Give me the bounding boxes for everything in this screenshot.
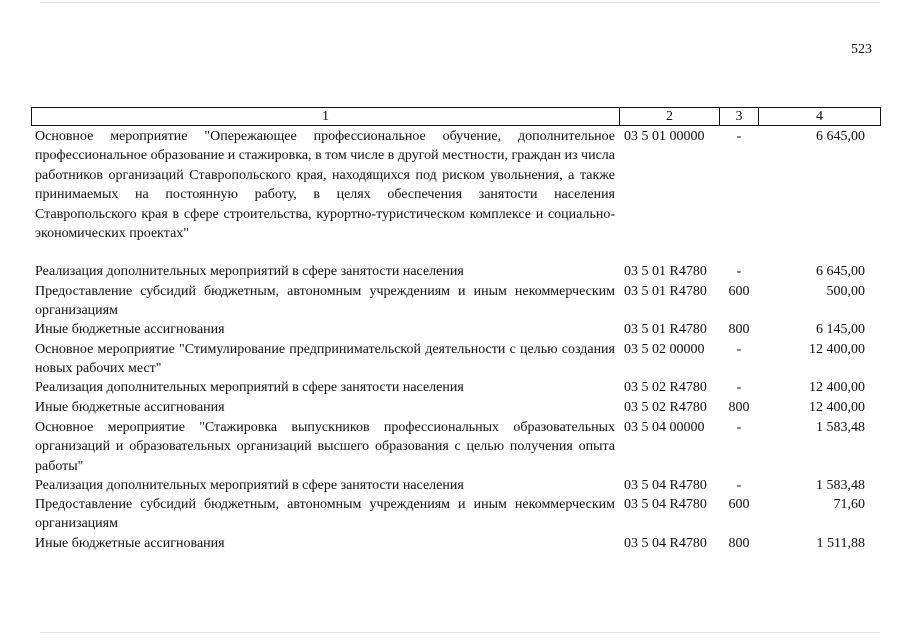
page-number: 523 [851, 42, 872, 57]
row-amount: 6 645,00 [816, 264, 865, 279]
row-amount: 6 145,00 [816, 322, 865, 337]
row-name: Реализация дополнительных мероприятий в сфере занятости населения [35, 478, 464, 493]
row-type: - [736, 478, 742, 493]
row-amount: 1 583,48 [816, 420, 865, 435]
row-type: 600 [728, 497, 750, 512]
row-name: Предоставление субсидий бюджетным, автономным учреждениям и иным некоммерческим организациям [35, 284, 615, 319]
row-code: 03 5 04 R4780 [624, 497, 707, 512]
row-code: 03 5 02 R4780 [624, 400, 707, 415]
row-amount: 500,00 [826, 284, 865, 299]
row-amount: 12 400,00 [809, 400, 865, 415]
column-header-3: 3 [720, 108, 759, 126]
column-header-row [32, 108, 881, 126]
row-type: - [736, 129, 742, 144]
row-code: 03 5 02 00000 [624, 342, 705, 357]
row-code: 03 5 04 R4780 [624, 536, 707, 551]
row-type: 800 [728, 322, 750, 337]
column-header-2: 2 [620, 108, 720, 126]
column-header-table [31, 107, 881, 126]
row-type: 800 [728, 400, 750, 415]
row-code: 03 5 02 R4780 [624, 380, 707, 395]
row-code: 03 5 01 R4780 [624, 264, 707, 279]
row-name: Основное мероприятие "Стажировка выпускников профессиональных образовательных организаций и образовательных организаций высшего образования с целью получения опыта работы" [35, 420, 615, 474]
row-type: - [736, 380, 742, 395]
scan-artifact-bottom [40, 632, 880, 633]
row-name: Иные бюджетные ассигнования [35, 536, 225, 551]
row-code: 03 5 01 R4780 [624, 284, 707, 299]
row-code: 03 5 01 00000 [624, 129, 705, 144]
column-header-1: 1 [32, 108, 620, 126]
row-type: 800 [728, 536, 750, 551]
row-name: Иные бюджетные ассигнования [35, 322, 225, 337]
row-amount: 6 645,00 [816, 129, 865, 144]
scan-artifact-top [40, 2, 880, 3]
row-type: - [736, 264, 742, 279]
row-type: 600 [728, 284, 750, 299]
row-amount: 71,60 [833, 497, 865, 512]
row-amount: 12 400,00 [809, 342, 865, 357]
row-code: 03 5 04 R4780 [624, 478, 707, 493]
row-type: - [736, 342, 742, 357]
row-name: Иные бюджетные ассигнования [35, 400, 225, 415]
row-name: Основное мероприятие "Стимулирование предпринимательской деятельности с целью создания новых рабочих мест" [35, 342, 615, 377]
row-name: Реализация дополнительных мероприятий в сфере занятости населения [35, 380, 464, 395]
row-type: - [736, 420, 742, 435]
row-name: Реализация дополнительных мероприятий в сфере занятости населения [35, 264, 464, 279]
row-name: Предоставление субсидий бюджетным, автономным учреждениям и иным некоммерческим организациям [35, 497, 615, 532]
row-amount: 1 511,88 [816, 536, 865, 551]
row-amount: 12 400,00 [809, 380, 865, 395]
column-header-4: 4 [759, 108, 881, 126]
row-amount: 1 583,48 [816, 478, 865, 493]
row-name: Основное мероприятие "Опережающее профессиональное обучение, дополнительное профессиональное образование и стажировка, в том числе в другой местности, граждан из числа работников организаций Ставропольского края, находящихся под риском увольнения, а также принимаемых на постоянную работу, в целях обеспечения занятости населения Ставропольского края в сфере строительства, курортно-туристическом комплексе и социально-экономических проектах" [35, 129, 615, 242]
row-code: 03 5 01 R4780 [624, 322, 707, 337]
row-code: 03 5 04 00000 [624, 420, 705, 435]
